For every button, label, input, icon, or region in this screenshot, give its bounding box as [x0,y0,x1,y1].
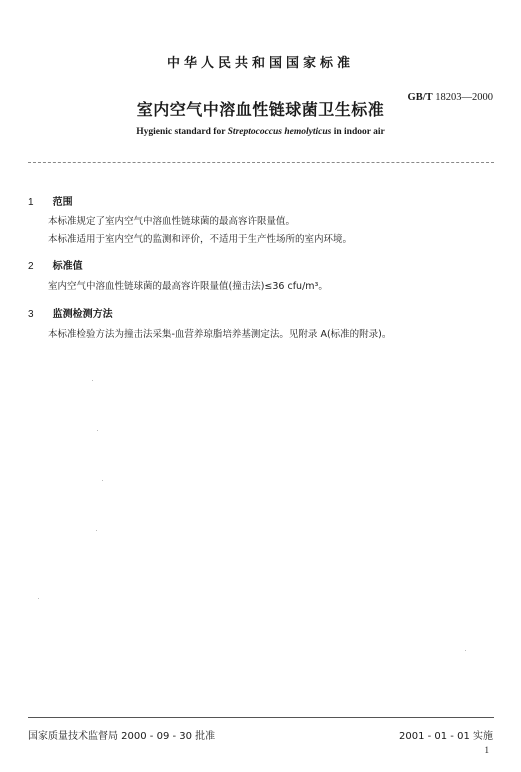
header-divider [28,162,494,163]
footer-divider [28,717,494,718]
section-3-paragraph-1: 本标准检验方法为撞击法采集-血营养琼脂培养基测定法。见附录 A(标准的附录)。 [48,329,392,340]
title-en-part1: Hygienic standard for [136,127,228,137]
document-title-english [0,127,521,137]
scan-speck [465,650,466,651]
national-standard-heading: 中华人民共和国国家标准 [166,56,354,71]
section-number: 1 [28,197,34,208]
section-title: 标准值 [52,261,83,272]
scan-speck [97,430,98,431]
section-number: 2 [28,261,34,272]
scan-speck [92,380,93,381]
approval-statement: 国家质量技术监督局 2000 - 09 - 30 批准 [28,731,216,742]
section-1-paragraph-1: 本标准规定了室内空气中溶血性链球菌的最高容许限量值。 [48,216,296,227]
section-3-heading [28,302,113,321]
section-1-paragraph-2: 本标准适用于室内空气的监测和评价，不适用于生产性场所的室内环境。 [48,234,353,245]
section-2-heading [28,254,83,273]
scan-speck [38,598,39,599]
section-title: 监测检测方法 [52,309,113,320]
section-2-paragraph-1: 室内空气中溶血性链球菌的最高容许限量值(撞击法)≤36 cfu/m³。 [48,281,328,292]
section-1-heading [28,190,73,209]
title-en-part2: in indoor air [331,127,385,137]
scan-speck [96,530,97,531]
document-title-chinese: 室内空气中溶血性链球菌卫生标准 [136,100,385,119]
title-en-organism: Streptococcus hemolyticus [227,127,332,137]
standard-prefix: GB/T [407,92,433,103]
standard-number-value: 18203—2000 [435,92,493,103]
section-number: 3 [28,309,34,320]
section-title: 范围 [52,197,73,208]
page-number: 1 [484,745,489,755]
implementation-date: 2001 - 01 - 01 实施 [398,731,493,742]
scan-speck [102,480,103,481]
